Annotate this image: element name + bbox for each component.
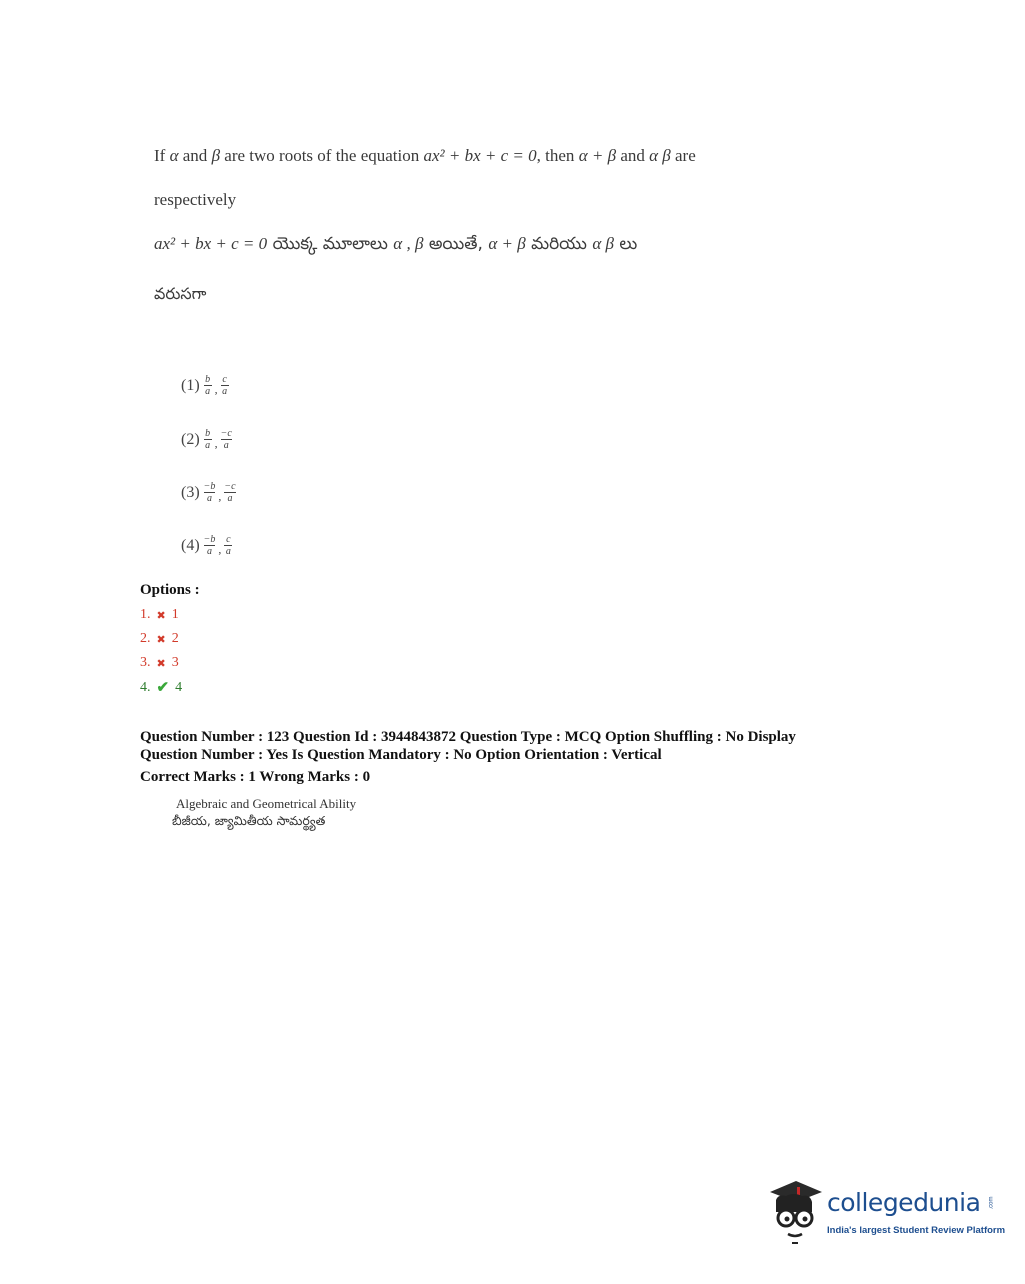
check-icon: ✔ [156,680,170,696]
fraction: $\frac{c}{a}$ [225,534,231,557]
option-2: 2. ✖ 2 [140,631,179,646]
fraction: $\frac{-c}{a}$ [220,428,232,451]
question-line-1: If α and β are two roots of the equation ax² + bx + c = 0, then α + β and α β are [154,146,696,165]
question-telugu-line-2: వరుసగా [154,284,207,303]
choice-3: (3) $\frac{-b}{a}$ , $\frac{-c}{a}$ [181,481,236,504]
section-label-en: Algebraic and Geometrical Ability [176,796,357,811]
question-line-2: respectively [154,190,237,209]
options-title: Options : [140,582,200,598]
question-meta-line-1: Question Number : 123 Question Id : 3944843872 Question Type : MCQ Option Shuffling : No Display [140,729,796,745]
logo-tagline: India's largest Student Review Platform [827,1225,1006,1236]
fraction: $\frac{-b}{a}$ [203,481,216,504]
choice-1: (1) $\frac{b}{a}$ , $\frac{c}{a}$ [181,374,228,397]
cross-icon: ✖ [156,609,166,622]
question-marks: Correct Marks : 1 Wrong Marks : 0 [140,769,371,785]
fraction: $\frac{-c}{a}$ [224,481,236,504]
cross-icon: ✖ [156,633,166,646]
graduate-mascot-icon [766,1178,824,1248]
logo-wordmark: collegedunia [827,1188,981,1217]
option-1: 1. ✖ 1 [140,607,179,622]
question-telugu-line-1: ax² + bx + c = 0 యొక్క మూలాలు α , β అయితే, α + β మరియు α β లు [154,234,638,254]
equation: ax² + bx + c = 0 [423,146,537,165]
fraction: $\frac{-b}{a}$ [203,534,216,557]
option-3: 3. ✖ 3 [140,655,179,670]
question-meta-line-2: Question Number : Yes Is Question Mandatory : No Option Orientation : Vertical [140,747,662,763]
fraction: $\frac{b}{a}$ [205,374,211,397]
section-label-te: బీజీయ, జ్యామితీయ సామర్థ్యత [172,813,326,828]
fraction: $\frac{c}{a}$ [222,374,228,397]
fraction: $\frac{b}{a}$ [205,428,211,451]
option-4: 4. ✔ 4 [140,679,183,696]
choice-4: (4) $\frac{-b}{a}$ , $\frac{c}{a}$ [181,534,231,557]
choice-2: (2) $\frac{b}{a}$ , $\frac{-c}{a}$ [181,428,232,451]
cross-icon: ✖ [156,657,166,670]
logo-domain: .com [988,1196,995,1210]
